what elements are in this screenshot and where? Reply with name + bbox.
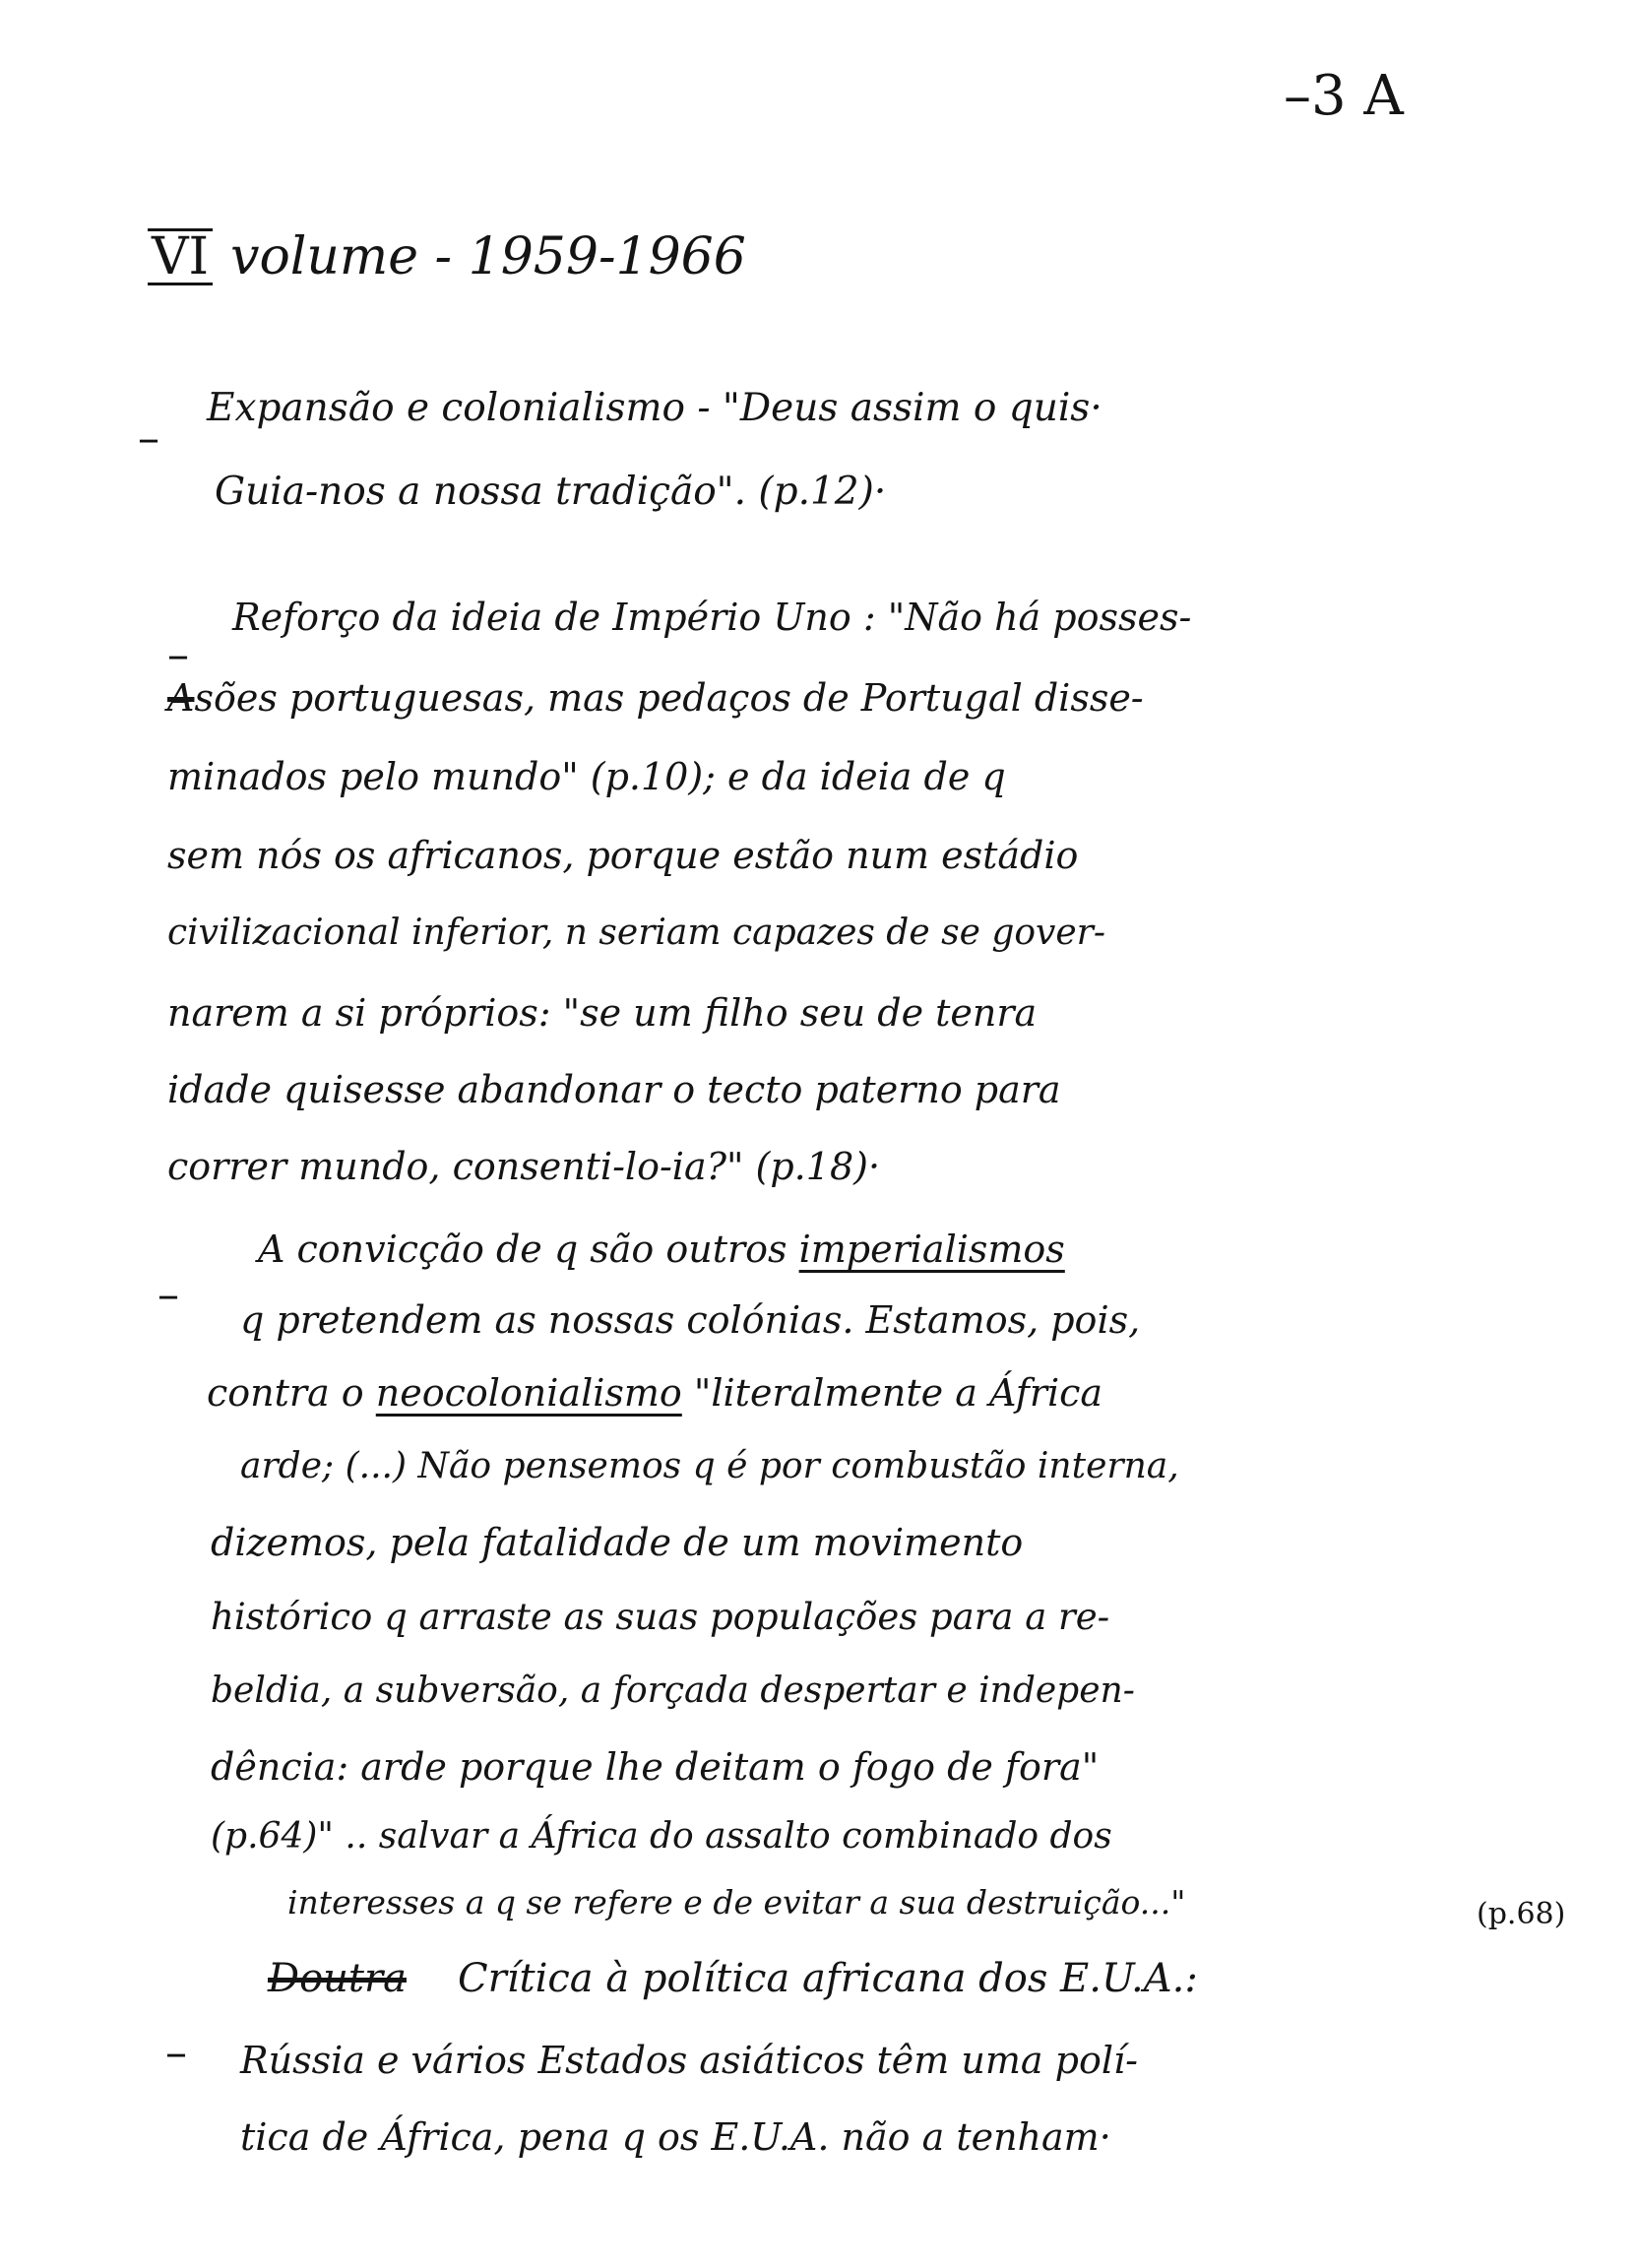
section3-line-1 — [258, 1228, 1065, 1271]
underlined-imperialismos: imperialismos — [798, 1228, 1065, 1271]
section3-line-6: histórico q arraste as suas populações para a re- — [211, 1596, 1110, 1638]
section2-line-8: correr mundo, consenti-lo-ia?" (p.18)· — [167, 1145, 881, 1188]
section2-line-6: narem a si próprios: "se um filho seu de tenra — [167, 991, 1038, 1035]
section3-line-3 — [207, 1371, 1103, 1415]
bullet-dash-3: – — [158, 1270, 179, 1320]
heading-roman-numeral: VI — [148, 228, 213, 285]
bullet-dash-2: – — [167, 630, 189, 680]
section2-line-1: Reforço da ideia de Império Uno : "Não há posses- — [232, 596, 1192, 639]
section3-line-2: q pretendem as nossas colónias. Estamos, pois, — [240, 1298, 1141, 1342]
section2-line-3: minados pelo mundo" (p.10); e da ideia de q — [167, 755, 1006, 798]
section3-line-5: dizemos, pela fatalidade de um movimento — [211, 1521, 1024, 1564]
underlined-neocolonialismo: neocolonialismo — [375, 1371, 682, 1415]
heading-text: volume - 1959-1966 — [230, 227, 746, 286]
section3-line-4: arde; (...) Não pensemos q é por combustão interna, — [240, 1446, 1179, 1486]
section3-line-9: (p.64)" .. salvar a África do assalto combinado dos — [211, 1816, 1112, 1857]
bullet-dash-4: – — [165, 2028, 187, 2078]
section3-line-8: dência: arde porque lhe deitam o fogo de fora" — [211, 1745, 1100, 1789]
section3-line-7: beldia, a subversão, a forçada despertar e indepen- — [211, 1670, 1135, 1711]
section2-line-2 — [167, 676, 1144, 720]
page-number: –3 A — [1284, 64, 1404, 128]
section4-line-2: Rússia e vários Estados asiáticos têm uma polí- — [240, 2039, 1138, 2082]
section1-line-2: Guia-nos a nossa tradição". (p.12)· — [215, 470, 887, 514]
section2-line-2-text: sões portuguesas, mas pedaços de Portugal disse- — [194, 676, 1144, 720]
section2-line-7: idade quisesse abandonar o tecto paterno para — [167, 1068, 1061, 1111]
section3-line-10: interesses a q se refere e de evitar a sua destruição..." — [287, 1883, 1186, 1922]
section3-line-3-text: contra o — [207, 1371, 376, 1415]
page-reference-p68: (p.68) — [1477, 1897, 1566, 1931]
page-heading — [148, 228, 746, 285]
section4-line-1-text: Crítica à política africana dos E.U.A.: — [457, 1956, 1198, 2001]
section4-line-1 — [268, 1956, 1198, 2001]
section2-line-4: sem nós os africanos, porque estão num estádio — [167, 834, 1079, 877]
section1-line-1: Expansão e colonialismo - "Deus assim o quis· — [207, 386, 1102, 430]
section3-line-3-quote: "literalmente a África — [681, 1371, 1103, 1415]
section2-line-5: civilizacional inferior, n seriam capazes de se gover- — [167, 913, 1106, 953]
bullet-dash-1: – — [138, 413, 159, 464]
struck-word-doutra: Doutra — [268, 1956, 407, 2001]
section3-line-1-text: A convicção de q são outros — [258, 1228, 799, 1271]
struck-letter: A — [167, 676, 195, 720]
section4-line-3: tica de África, pena q os E.U.A. não a tenham· — [240, 2115, 1111, 2159]
